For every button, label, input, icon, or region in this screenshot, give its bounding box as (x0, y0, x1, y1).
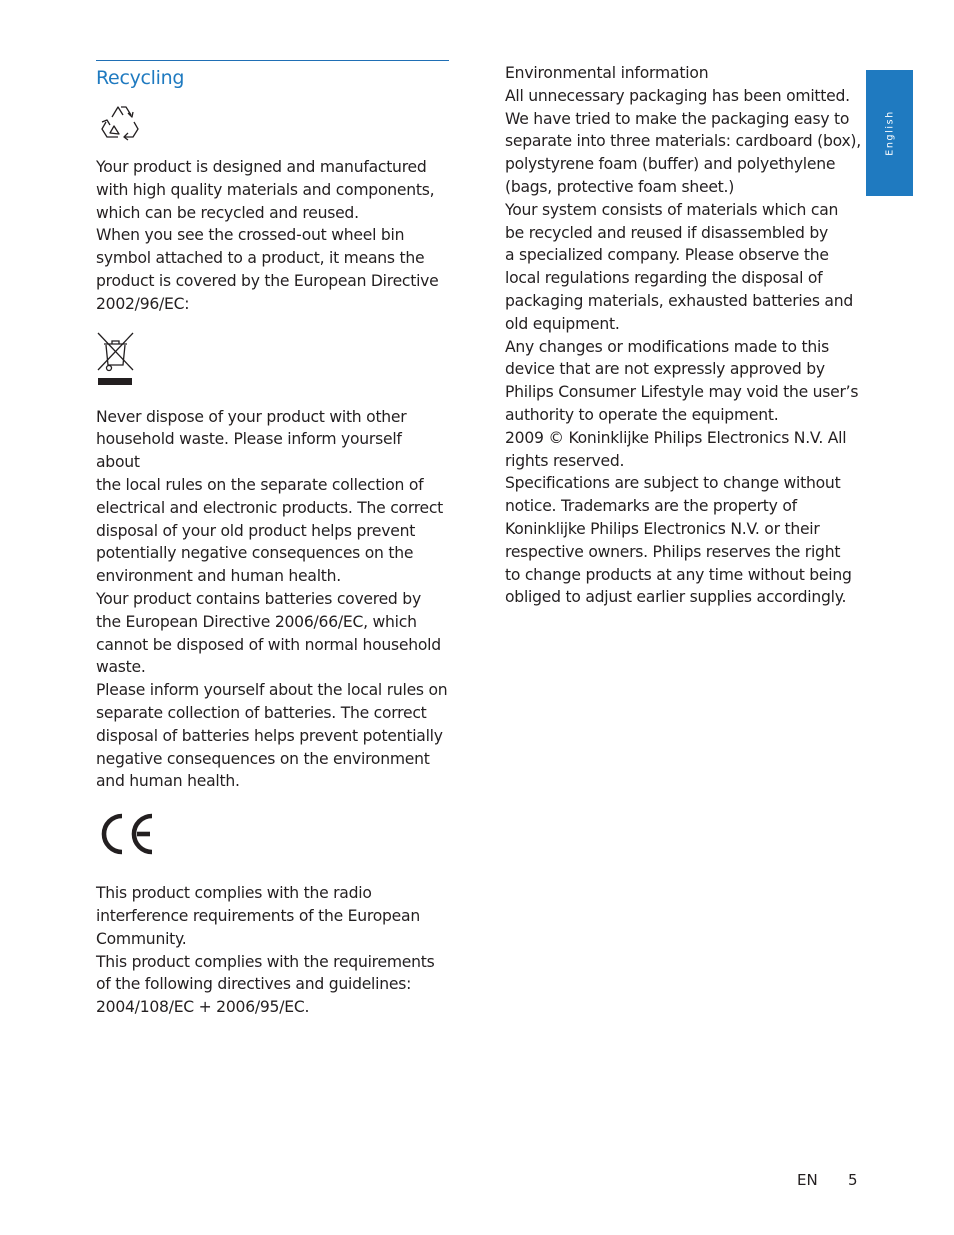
recycle-icon (97, 100, 141, 144)
language-tab (866, 70, 913, 196)
recycling-paragraph-1: Your product is designed and manufactured with high quality materials and components, which can be recycled and reused. When you see the crossed-out wheel bin symbol attached to a product, it means the product is covered by the European Directive 2002/96/EC: (96, 158, 439, 313)
ce-mark-icon (97, 811, 157, 857)
recycling-paragraph-2: Never dispose of your product with other household waste. Please inform yourself about the local rules on the separate collection of electrical and electronic products. The correct disposal of your old product helps prevent potentially negative consequences on the environment and human health. Your product contains batteries covered by the European Directive 2006/66/EC, which cannot be disposed of with normal household waste. Please inform yourself about the local rules on separate collection of batteries. The correct disposal of batteries helps prevent potentially negative consequences on the environment and human health. (96, 407, 448, 791)
section-rule (96, 60, 449, 61)
crossed-bin-icon (97, 332, 135, 388)
page-number: 5 (848, 1171, 858, 1189)
compliance-paragraph: This product complies with the radio interference requirements of the European Community. This product complies with the requirements of the following directives and guidelines: 2004/108/EC + 2006/95/EC. (96, 884, 435, 1017)
section-title: Recycling (96, 67, 185, 89)
language-label: English (884, 110, 895, 156)
language-code: EN (797, 1171, 818, 1189)
environmental-heading: Environmental information (505, 64, 709, 82)
recycling-section (96, 60, 450, 1019)
environmental-section (505, 62, 861, 609)
environmental-paragraph: All unnecessary packaging has been omitted. We have tried to make the packaging easy to separate into three materials: cardboard (box), polystyrene foam (buffer) and polyethylene (bags, protective foam sheet.) Your system consists of materials which can be recycled and reused if disassembled by a specialized company. Please observe the local regulations regarding the disposal of packaging materials, exhausted batteries and old equipment. Any changes or modifications made to this device that are not expressly approved by Philips Consumer Lifestyle may void the user’s authority to operate the equipment. 2009 © Koninklijke Philips Electronics N.V. All rights reserved. Specifications are subject to change without notice. Trademarks are the property of Koninklijke Philips Electronics N.V. or their respective owners. Philips reserves the right to change products at any time without being obliged to adjust earlier supplies accordingly. (505, 86, 861, 607)
